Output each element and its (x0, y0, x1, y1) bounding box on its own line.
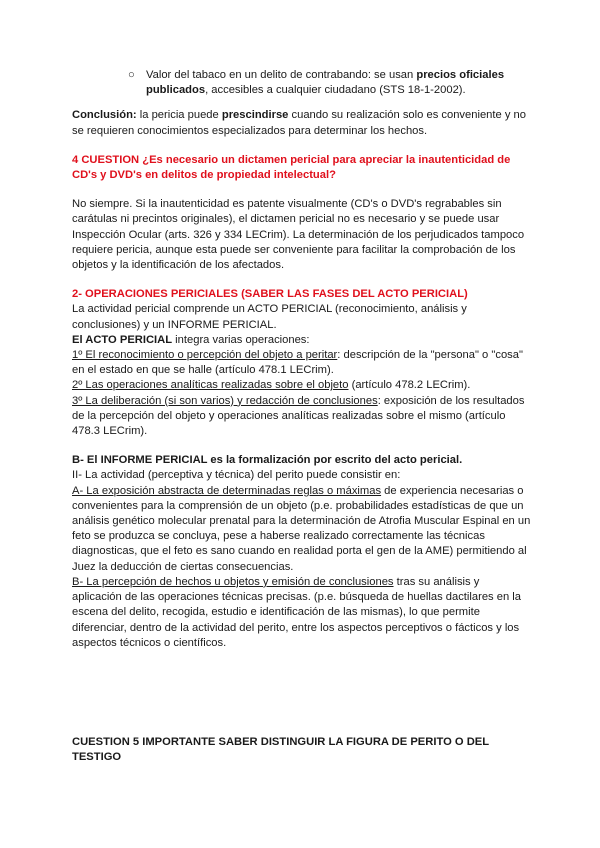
question-4-answer: No siempre. Si la inautenticidad es patente visualmente (CD's o DVD's regrabables sin carátulas ni precintos originales), el dictamen pericial no es necesario y se puede usar Inspección Ocular (arts. 326 y 334 LECrim). La determinación de los perjudicados tampoco requiere pericia, aunque esta puede ser conveniente para facilitar la comprobación de los objetos y la identificación de los afectados. (72, 198, 525, 272)
informe-heading: B- El INFORME PERICIAL es la formalización por escrito del acto pericial. (72, 454, 463, 467)
bullet-text: Valor del tabaco en un delito de contrabando: se usan precios oficiales publicados, accesibles a cualquier ciudadano (STS 18-1-2002). (146, 69, 505, 97)
question-5-heading: CUESTION 5 IMPORTANTE SABER DISTINGUIR LA FIGURA DE PERITO O DEL TESTIGO (72, 735, 489, 764)
section-2-intro: La actividad pericial comprende un ACTO PERICIAL (reconocimiento, análisis y conclusiones) y un INFORME PERICIAL. (72, 303, 467, 331)
conclusion-paragraph: Conclusión: la pericia puede prescindirse cuando su realización solo es conveniente y no se requieren conocimientos especializados para determinar los hechos. (72, 109, 526, 137)
operation-1: 1º El reconocimiento o percepción del objeto a peritar: descripción de la "persona" o "cosa" en el estado en que se halle (artículo 478.1 LECrim). (72, 349, 523, 377)
operation-3: 3º La deliberación (si son varios) y redacción de conclusiones: exposición de los resultados de la percepción del objeto y operaciones analíticas realizadas sobre el mismo (artículo 478.3 LECrim). (72, 394, 525, 438)
list-item (128, 68, 532, 98)
informe-intro: II- La actividad (perceptiva y técnica) del perito puede consistir en: (72, 469, 401, 482)
document-page (72, 68, 532, 765)
question-4-heading: 4 CUESTION ¿Es necesario un dictamen pericial para apreciar la inautenticidad de CD's y DVD's en delitos de propiedad intelectual? (72, 153, 511, 182)
acto-pericial-line: El ACTO PERICIAL integra varias operaciones: (72, 333, 310, 346)
informe-item-b: B- La percepción de hechos u objetos y emisión de conclusiones tras su análisis y aplicación de las operaciones técnicas precisas. (p.e. búsqueda de huellas dactilares en la escena del delito, recogida, estudio e identificación de las mismas), lo que permite diferenciar, dentro de la actividad del perito, entre los aspectos perceptivos o fácticos y los aspectos técnicos o científicos. (72, 575, 522, 649)
operation-2: 2º Las operaciones analíticas realizadas sobre el objeto (artículo 478.2 LECrim). (72, 379, 471, 392)
informe-item-a: A- La exposición abstracta de determinadas reglas o máximas de experiencia necesarias o convenientes para la comprensión de un objeto (p.e. probabilidades estadísticas de que un análisis genético molecular prenatal para la determinación de Atrofia Muscular Espinal en un feto se produzca se concluya, pese a haberse realizado correctamente las técnicas diagnosticas, que el feto es sano cuando en realidad porta el gen de la AME) permitiendo al Juez la deducción de ciertas consecuencias. (72, 484, 531, 573)
section-2-heading: 2- OPERACIONES PERICIALES (SABER LAS FASES DEL ACTO PERICIAL) (72, 288, 468, 301)
hollow-bullet-icon: ○ (128, 69, 135, 81)
